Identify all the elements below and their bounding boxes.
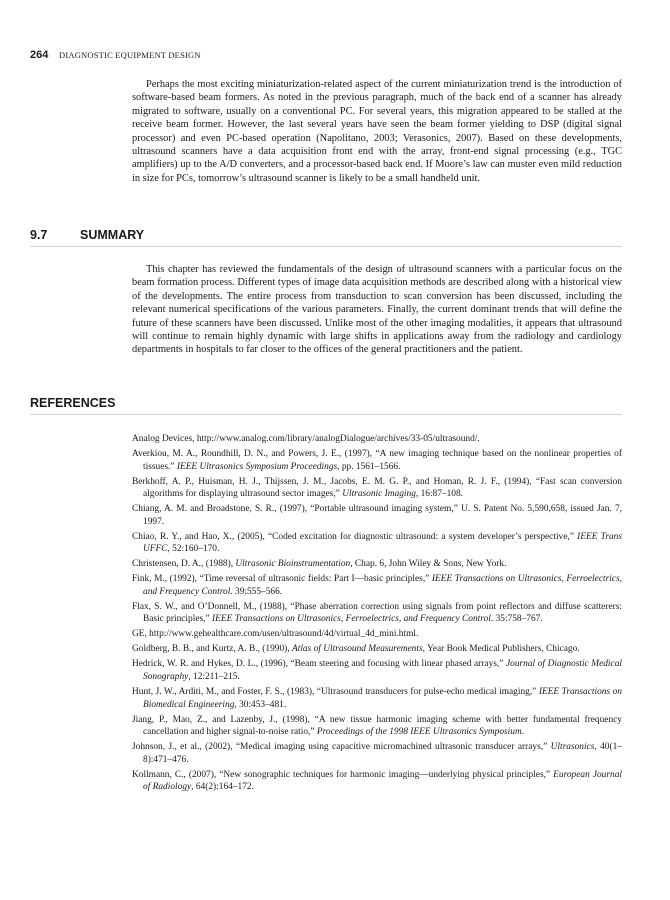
reference-item: Goldberg, B. B., and Kurtz, A. B., (1990), Atlas of Ultrasound Measurements, Year Book Medical Publishers, Chicago. <box>132 644 580 655</box>
references-list <box>132 433 622 796</box>
summary-paragraph: This chapter has reviewed the fundamentals of the design of ultrasound scanners with a particular focus on the beam formation process. Different types of image data acquisition methods are described along with a historical view of the developments. The entire process from transduction to scan conversion has been discussed, including the relevant numerical specifications of the various parameters. Finally, the current dominant trends that will define the future of these scanners have been discussed. Unlike most of the other imaging modalities, it appears that ultrasound will continue to remain highly dynamic with large shifts in applications away from the radiology and cardiology departments in hospitals to far closer to the offices of the general practitioners and the patient. <box>132 264 622 356</box>
summary-section-number: 9.7 <box>30 228 48 242</box>
reference-item: Analog Devices, http://www.analog.com/library/analogDialogue/archives/33-05/ultrasound/. <box>132 434 480 444</box>
summary-heading <box>30 228 622 247</box>
reference-item: Berkhoff, A. P., Huisman, H. J., Thijssen, J. M., Jacobs, E. M. G. P., and Homan, R. J. F., (1994), “Fast scan conversion algorithms for displaying ultrasound sector images,” Ultrasonic Imaging, 16:87–108. <box>132 476 622 500</box>
reference-item: Chiang, A. M. and Broadstone, S. R., (1997), “Portable ultrasound imaging system,” U. S. Patent No. 5,590,658, issued Jan. 7, 1997. <box>132 504 622 527</box>
reference-item: GE, http://www.gehealthcare.com/usen/ultrasound/4d/virtual_4d_mini.html. <box>132 629 419 640</box>
reference-item: Johnson, J., et al., (2002), “Medical imaging using capacitive micromachined ultrasonic transducer arrays,” Ultrasonics, 40(1–8):471–476. <box>132 742 622 765</box>
reference-item: Chiao, R. Y., and Hao, X., (2005), “Coded excitation for diagnostic ultrasound: a system developer’s perspective,” IEEE Trans UFFC, 52:160–170. <box>132 531 623 555</box>
reference-item: Jiang, P., Mao, Z., and Lazenby, J., (1998), “A new tissue harmonic imaging scheme with better fundamental frequency cancellation and higher signal-to-noise ratio,” Proceedings of the 1998 IEEE Ultrasonics Symposium. <box>132 714 622 738</box>
reference-item: Flax, S. W., and O’Donnell, M., (1988), “Phase aberration correction using signals from point reflectors and diffuse scatterers: Basic principles,” IEEE Transactions on Ultrasonics, Ferroelectrics, and Frequency Control. 35:758–767. <box>132 601 622 625</box>
running-head: DIAGNOSTIC EQUIPMENT DESIGN <box>59 50 201 60</box>
reference-item: Christensen, D. A., (1988), Ultrasonic Bioinstrumentation, Chap. 6, John Wiley & Sons, New York. <box>132 559 507 570</box>
intro-paragraph: Perhaps the most exciting miniaturization-related aspect of the current miniaturization trend is the introduction of software-based beam formers. As noted in the previous paragraph, much of the back end of a scanner has already migrated to software, usually on a conventional PC. For several years, this migration appeared to be stalled at the receive beam former. However, the last several years have seen the beam former yielding to DSP (digital signal processor) and even PC-based operation (Napolitano, 2003; Verasonics, 2007). Based on these developments, ultrasound scanners have a data acquisition front end with the array, front-end signal processing (e.g., TGC amplifiers) up to the A/D converters, and a processor-based back end. If Moore’s law can muster even mild reduction in size for PCs, tomorrow’s ultrasound scanner is likely to be a small handheld unit. <box>132 79 622 184</box>
references-heading <box>30 396 622 415</box>
page-number: 264 <box>30 49 49 61</box>
reference-item: Fink, M., (1992), “Time reversal of ultrasonic fields: Part I—basic principles,” IEEE Transactions on Ultrasonics, Ferroelectrics, and Frequency Control. 39:555–566. <box>132 574 622 597</box>
summary-section-title: SUMMARY <box>80 228 145 242</box>
reference-item: Hunt, J. W., Arditi, M., and Foster, F. S., (1983), “Ultrasound transducers for pulse-echo medical imaging,” IEEE Transactions on Biomedical Engineering, 30:453–481. <box>132 686 622 710</box>
reference-item: Kollmann, C., (2007), “New sonographic techniques for harmonic imaging—underlying physical principles,” European Journal of Radiology, 64(2):164–172. <box>132 769 622 793</box>
intro-section <box>132 78 622 185</box>
summary-section <box>132 263 622 357</box>
reference-item: Averkiou, M. A., Roundhill, D. N., and Powers, J. E., (1997), “A new imaging technique based on the nonlinear properties of tissues.” IEEE Ultrasonics Symposium Proceedings, pp. 1561–1566. <box>132 448 622 472</box>
references-section-title: REFERENCES <box>30 396 116 410</box>
reference-item: Hedrick, W. R. and Hykes, D. L., (1996), “Beam steering and focusing with linear phased arrays,” Journal of Diagnostic Medical Sonography, 12:211–215. <box>132 659 622 682</box>
page-header <box>30 49 640 65</box>
